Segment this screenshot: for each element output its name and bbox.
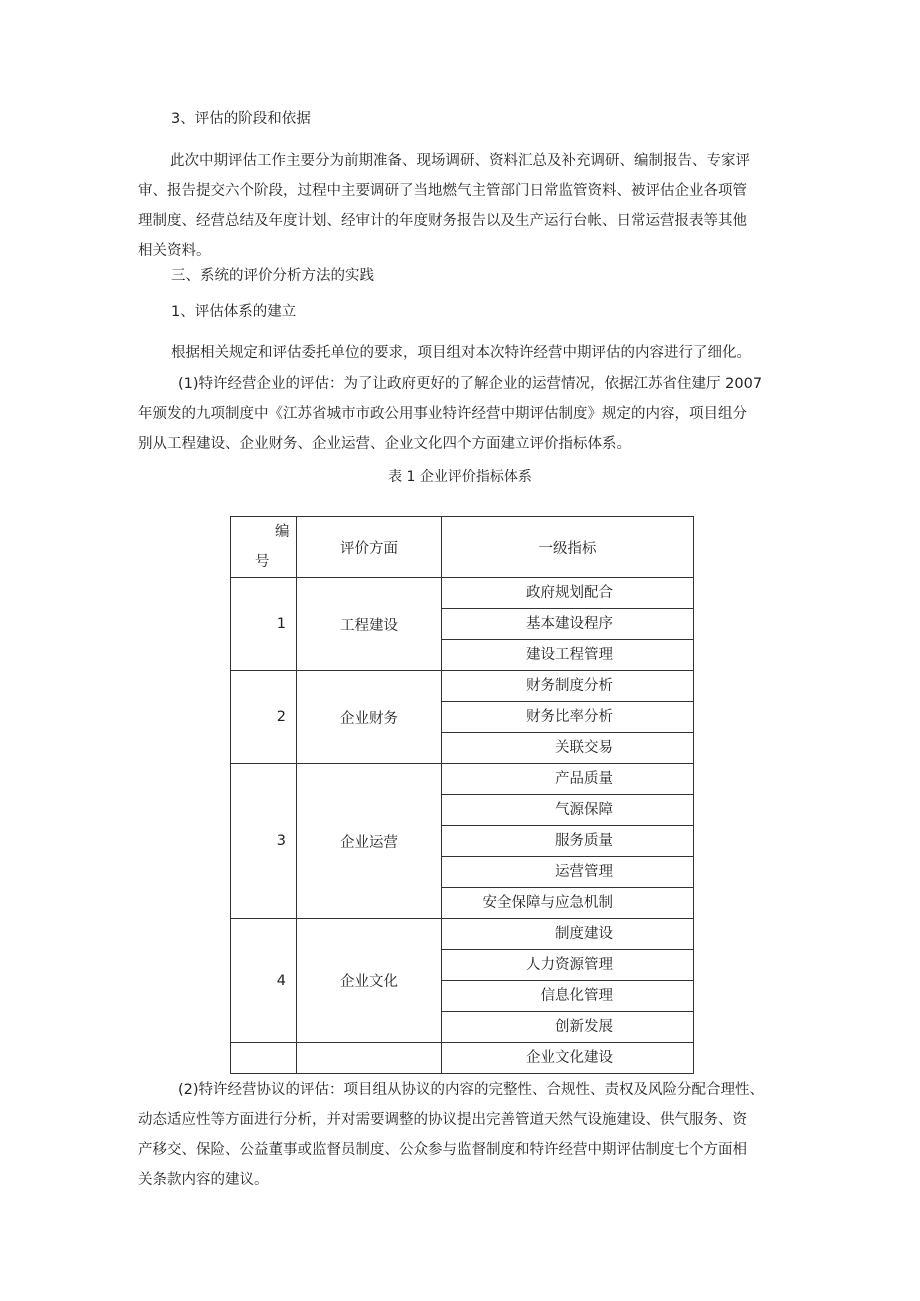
table-row: [231, 671, 694, 702]
paragraph-line: 相关资料。: [138, 243, 211, 259]
paragraph-line: 别从工程建设、企业财务、企业运营、企业文化四个方面建立评价指标体系。: [138, 436, 631, 452]
empty-aspect-cell: [297, 1043, 442, 1074]
paragraph-refinement: 根据相关规定和评估委托单位的要求，项目组对本次特许经营中期评估的内容进行了细化。: [171, 345, 751, 361]
indicator-cell: 运营管理: [442, 857, 694, 888]
paragraph-line: 关条款内容的建议。: [138, 1172, 269, 1188]
group-aspect: 企业财务: [297, 671, 442, 764]
empty-number-cell: [231, 1043, 297, 1074]
indicator-cell: 建设工程管理: [442, 640, 694, 671]
group-aspect: 企业运营: [297, 764, 442, 919]
indicator-cell: 企业文化建设: [442, 1043, 694, 1074]
indicator-cell: 财务比率分析: [442, 702, 694, 733]
paragraph-stages: [138, 146, 793, 266]
table-row: [231, 919, 694, 950]
paragraph-line: 产移交、保险、公益董事或监督员制度、公众参与监督制度和特许经营中期评估制度七个方面相: [138, 1142, 747, 1158]
indicator-cell: 信息化管理: [442, 981, 694, 1012]
evaluation-index-table: [230, 516, 694, 1074]
group-number: 4: [231, 919, 297, 1043]
section-three-heading: 三、系统的评价分析方法的实践: [171, 268, 374, 284]
table-row: [231, 578, 694, 609]
header-aspect: 评价方面: [297, 517, 442, 578]
paragraph-line: 理制度、经营总结及年度计划、经审计的年度财务报告以及生产运行台帐、日常运营报表等其他: [138, 213, 747, 229]
header-number-char: 编: [275, 524, 290, 540]
paragraph-line: 动态适应性等方面进行分析，并对需要调整的协议提出完善管道天然气设施建设、供气服务、资: [138, 1112, 747, 1128]
table-row: [231, 1043, 694, 1074]
indicator-cell: 关联交易: [442, 733, 694, 764]
paragraph-agreement-evaluation: [138, 1075, 793, 1195]
paragraph-line: (2)特许经营协议的评估：项目组从协议的内容的完整性、合规性、责权及风险分配合理性、: [178, 1082, 765, 1098]
indicator-cell: 气源保障: [442, 795, 694, 826]
paragraph-line: 此次中期评估工作主要分为前期准备、现场调研、资料汇总及补充调研、编制报告、专家评: [170, 153, 750, 169]
paragraph-line: 年颁发的九项制度中《江苏省城市市政公用事业特许经营中期评估制度》规定的内容，项目组分: [138, 406, 747, 422]
table-caption: 表 1 企业评价指标体系: [388, 469, 532, 485]
indicator-cell: 产品质量: [442, 764, 694, 795]
group-number: 2: [231, 671, 297, 764]
section-3-heading: 3、评估的阶段和依据: [171, 111, 311, 127]
group-aspect: 企业文化: [297, 919, 442, 1043]
paragraph-line: 审、报告提交六个阶段，过程中主要调研了当地燃气主管部门日常监管资料、被评估企业各项管: [138, 183, 747, 199]
indicator-cell: 创新发展: [442, 1012, 694, 1043]
indicator-cell: 财务制度分析: [442, 671, 694, 702]
indicator-cell: 安全保障与应急机制: [442, 888, 694, 919]
group-number: 3: [231, 764, 297, 919]
indicator-cell: 人力资源管理: [442, 950, 694, 981]
group-aspect: 工程建设: [297, 578, 442, 671]
table-header-row: [231, 517, 694, 578]
indicator-cell: 政府规划配合: [442, 578, 694, 609]
header-number-char: 号: [255, 554, 270, 570]
header-indicator: 一级指标: [442, 517, 694, 578]
indicator-cell: 制度建设: [442, 919, 694, 950]
group-number: 1: [231, 578, 297, 671]
indicator-cell: 服务质量: [442, 826, 694, 857]
indicator-cell: 基本建设程序: [442, 609, 694, 640]
header-number: [231, 517, 297, 578]
sub-1-heading: 1、评估体系的建立: [171, 304, 297, 320]
paragraph-enterprise-evaluation: [138, 369, 793, 459]
paragraph-line: (1)特许经营企业的评估：为了让政府更好的了解企业的运营情况，依据江苏省住建厅 2007: [178, 376, 763, 392]
table-row: [231, 764, 694, 795]
